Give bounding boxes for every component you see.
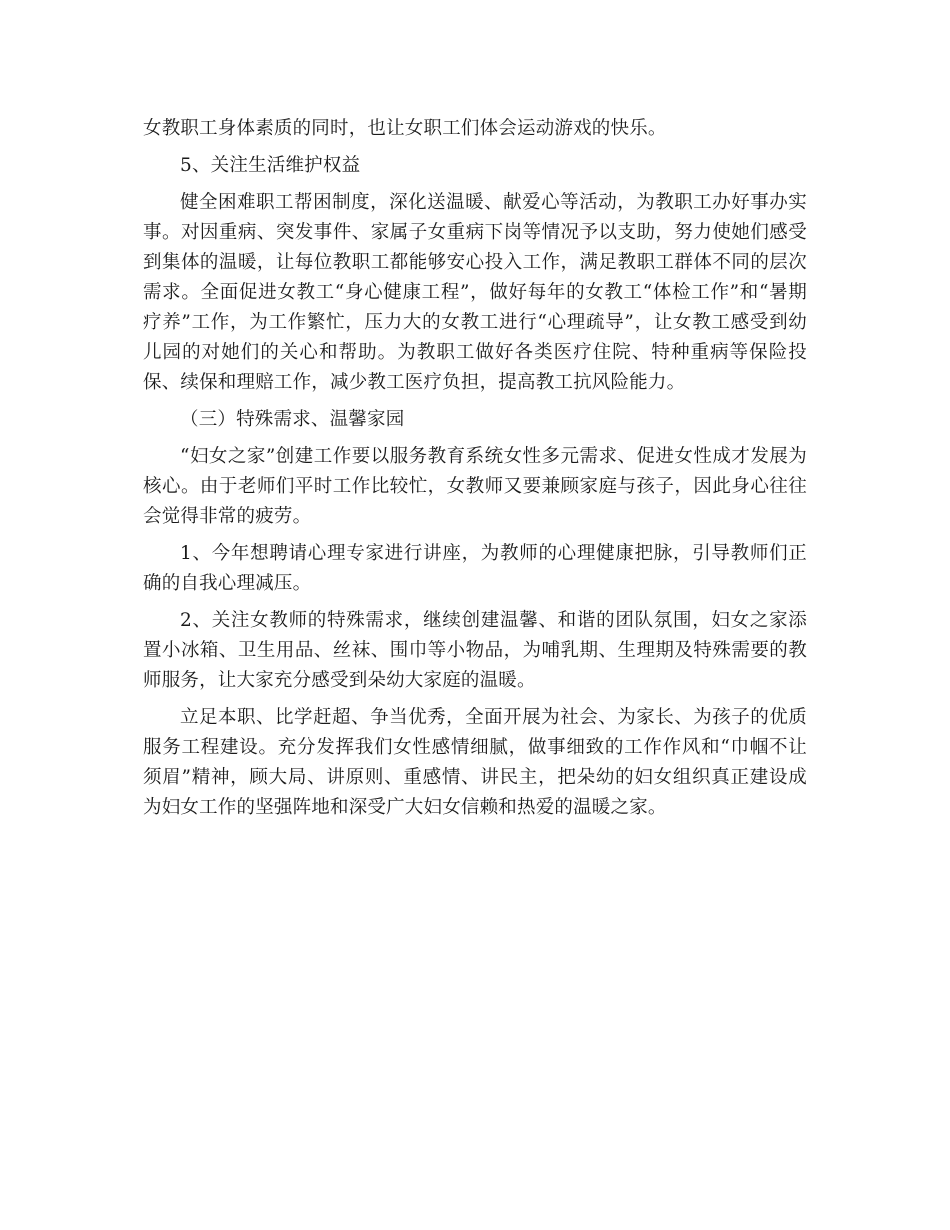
paragraph-continuation: 女教职工身体素质的同时，也让女职工们体会运动游戏的快乐。 [143,118,667,139]
list-item-2: 2、关注女教师的特殊需求，继续创建温馨、和谐的团队氛围，妇女之家添置小冰箱、卫生用品、丝袜、围巾等小物品，为哺乳期、生理期及特殊需要的教师服务，让大家充分感受到朵幼大家庭的温暖。 [143,610,807,691]
document-body [143,114,807,830]
paragraph-women-home: “妇女之家”创建工作要以服务教育系统女性多元需求、促进女性成才发展为核心。由于老师们平时工作比较忙，女教师又要兼顾家庭与孩子，因此身心往往会觉得非常的疲劳。 [143,446,807,527]
paragraph-welfare: 健全困难职工帮困制度，深化送温暖、献爱心等活动，为教职工办好事办实事。对因重病、突发事件、家属子女重病下岗等情况予以支助，努力使她们感受到集体的温暖，让每位教职工都能够安心投入工作，满足教职工群体不同的层次需求。全面促进女教工“身心健康工程”，做好每年的女教工“体检工作”和“暑期疗养”工作，为工作繁忙，压力大的女教工进行“心理疏导”，让女教工感受到幼儿园的对她们的关心和帮助。为教职工做好各类医疗住院、特种重病等保险投保、续保和理赔工作，减少教工医疗负担，提高教工抗风险能力。 [143,192,807,393]
paragraph-conclusion: 立足本职、比学赶超、争当优秀，全面开展为社会、为家长、为孩子的优质服务工程建设。充分发挥我们女性感情细腻，做事细致的工作作风和“巾帼不让须眉”精神，顾大局、讲原则、重感情、讲民主，把朵幼的妇女组织真正建设成为妇女工作的坚强阵地和深受广大妇女信赖和热爱的温暖之家。 [143,707,807,818]
section-heading-3: （三）特殊需求、温馨家园 [180,409,405,430]
section-heading-5: 5、关注生活维护权益 [180,155,361,176]
list-item-1: 1、今年想聘请心理专家进行讲座，为教师的心理健康把脉，引导教师们正确的自我心理减压。 [143,543,807,594]
